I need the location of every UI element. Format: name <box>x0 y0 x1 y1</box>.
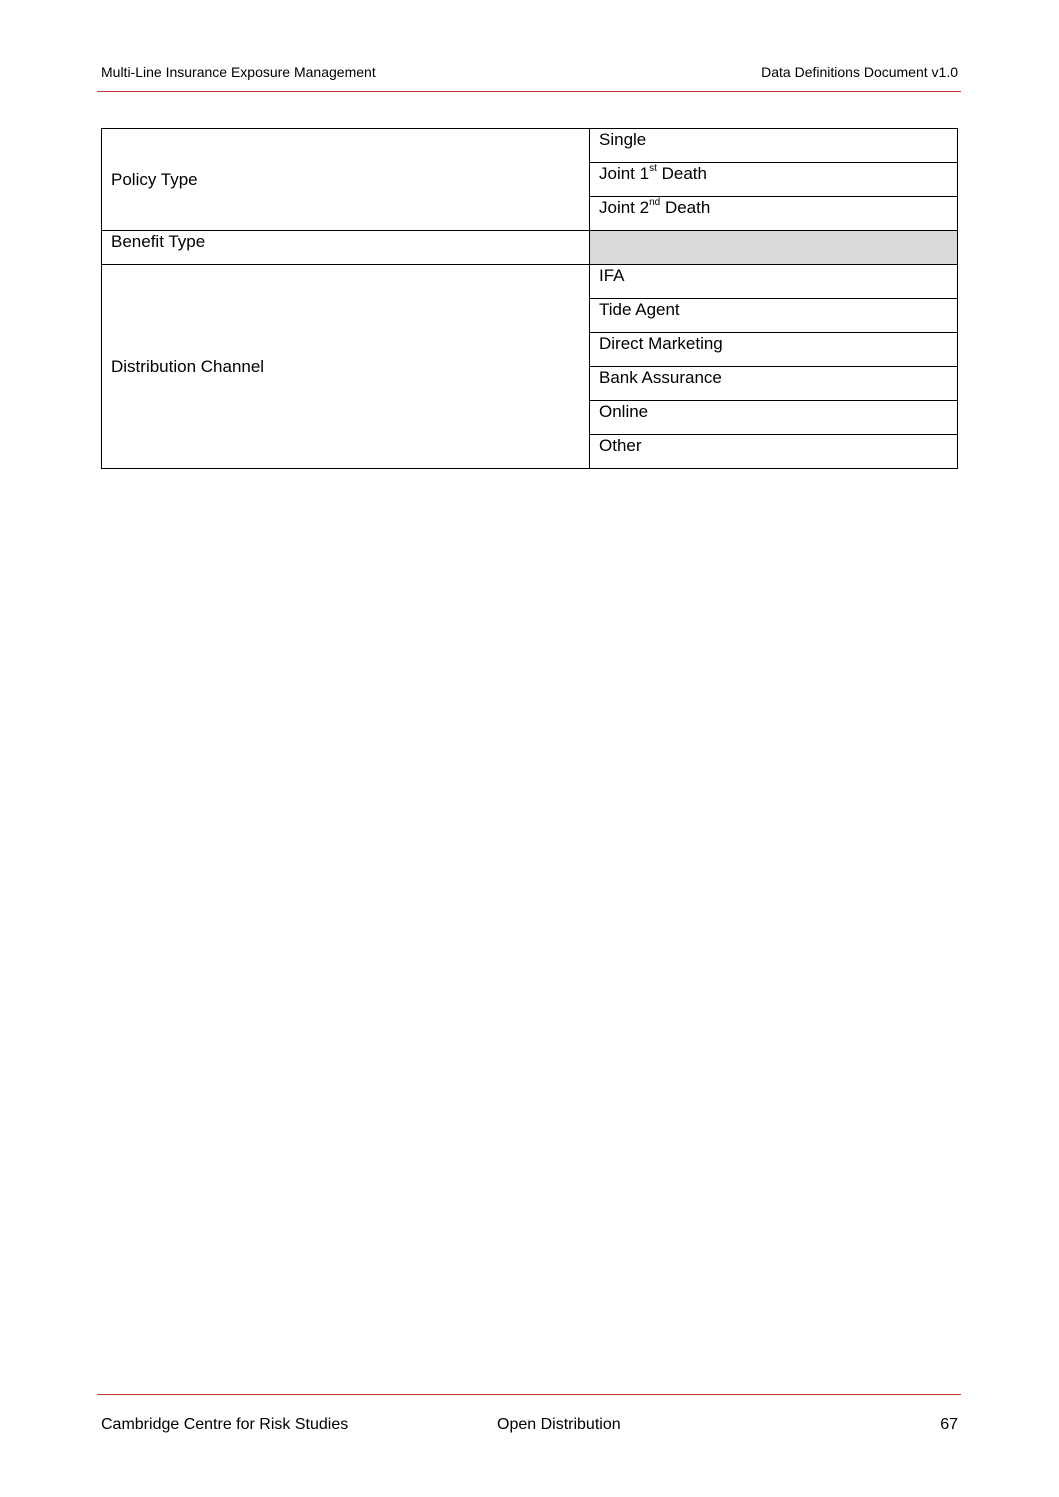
footer-rule <box>97 1394 961 1395</box>
page-number: 67 <box>940 1416 958 1433</box>
table-row <box>102 265 958 299</box>
distribution-channel-label: Distribution Channel <box>102 265 590 469</box>
benefit-type-label: Benefit Type <box>102 231 590 265</box>
distribution-channel-value: Online <box>590 401 958 435</box>
table-row <box>102 231 958 265</box>
policy-type-value: Single <box>590 129 958 163</box>
header-document-version: Data Definitions Document v1.0 <box>761 64 958 80</box>
distribution-channel-value: Other <box>590 435 958 469</box>
policy-type-value: Joint 1st Death <box>590 163 958 197</box>
footer-distribution: Open Distribution <box>497 1416 621 1433</box>
distribution-channel-value: Bank Assurance <box>590 367 958 401</box>
policy-type-value: Joint 2nd Death <box>590 197 958 231</box>
policy-type-label: Policy Type <box>102 129 590 231</box>
header-rule <box>97 91 961 92</box>
distribution-channel-value: IFA <box>590 265 958 299</box>
table-row <box>102 129 958 163</box>
distribution-channel-value: Direct Marketing <box>590 333 958 367</box>
header-title: Multi-Line Insurance Exposure Management <box>101 64 376 80</box>
footer-organisation: Cambridge Centre for Risk Studies <box>101 1416 349 1433</box>
distribution-channel-value: Tide Agent <box>590 299 958 333</box>
benefit-type-value <box>590 231 958 265</box>
data-definitions-table <box>101 128 958 469</box>
